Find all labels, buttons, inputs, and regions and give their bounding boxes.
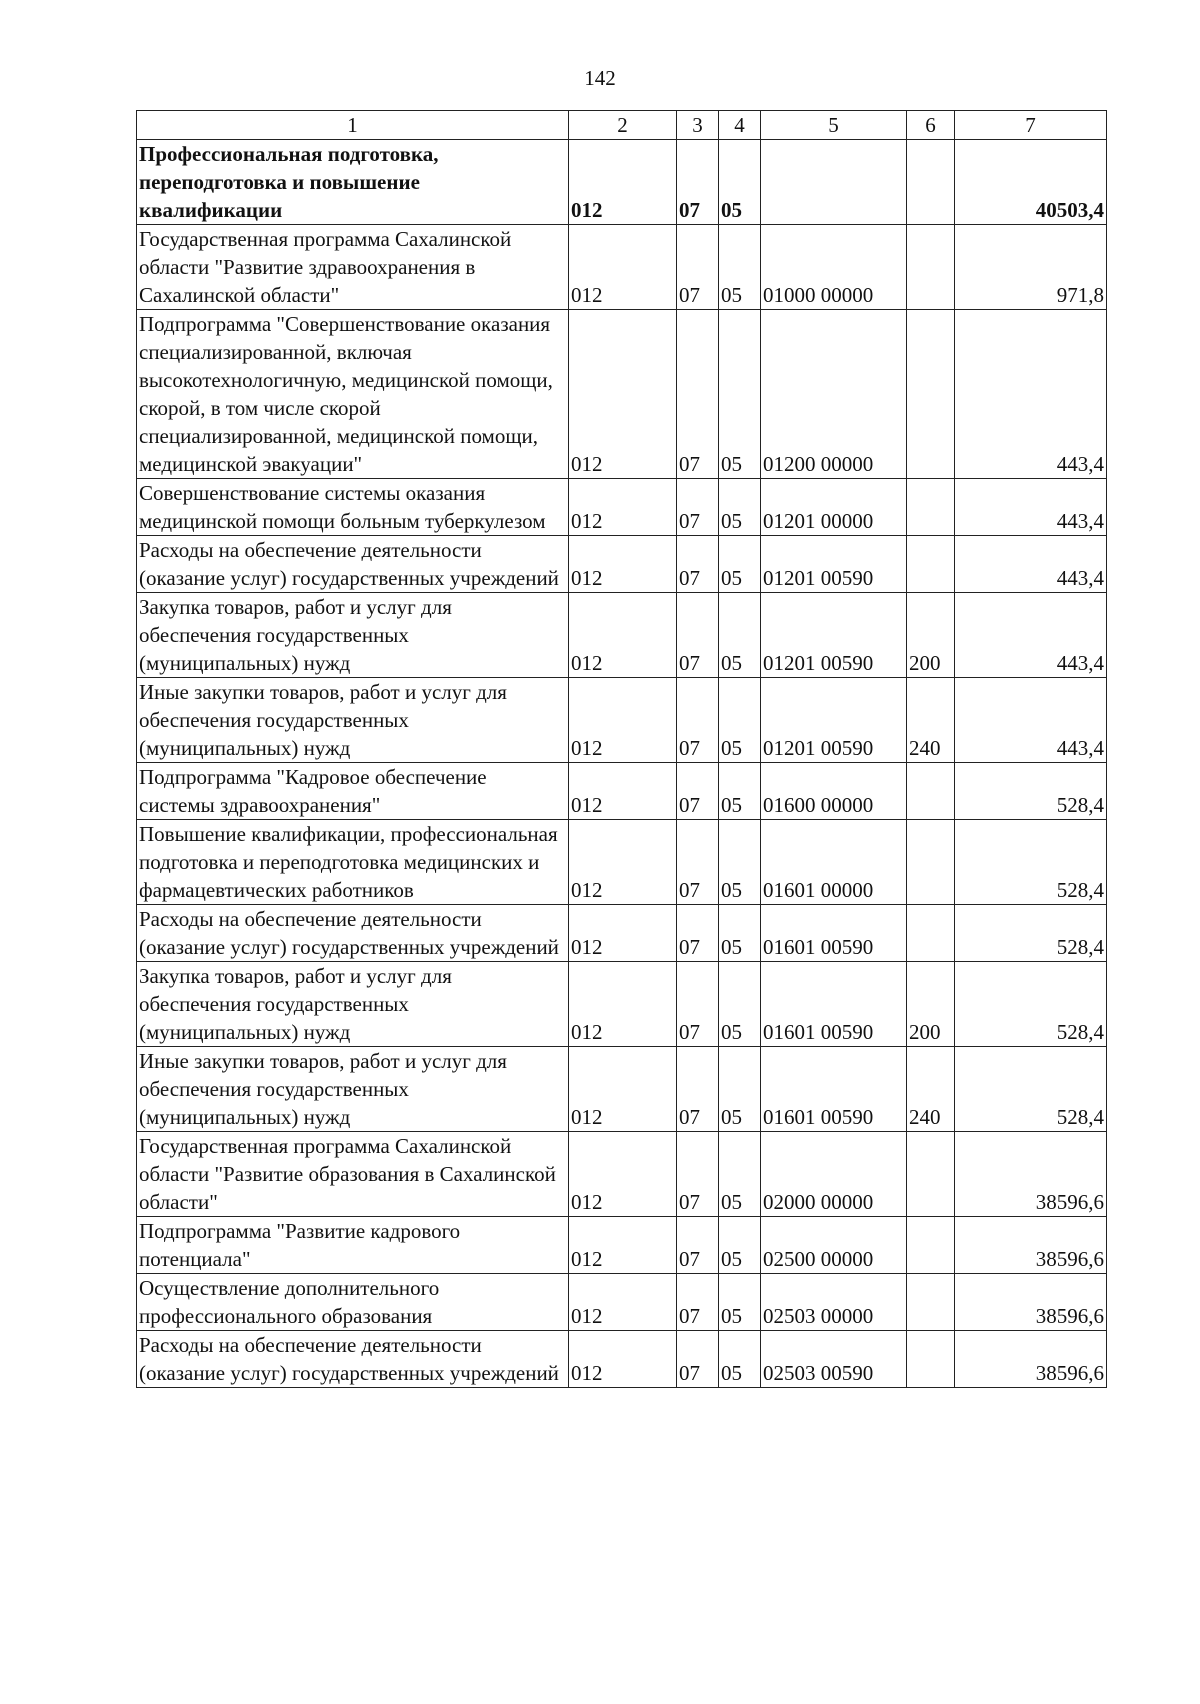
amount-cell: 443,4 [955, 593, 1107, 678]
expense-type-cell [907, 140, 955, 225]
amount-cell: 40503,4 [955, 140, 1107, 225]
column-header: 3 [677, 111, 719, 140]
ministry-code-cell: 012 [569, 225, 677, 310]
ministry-code-cell: 012 [569, 140, 677, 225]
section-code-cell: 07 [677, 763, 719, 820]
section-code-cell: 07 [677, 310, 719, 479]
subsection-code-cell: 05 [719, 820, 761, 905]
amount-cell: 38596,6 [955, 1217, 1107, 1274]
page-number: 142 [584, 66, 616, 90]
table-row [137, 1331, 1107, 1388]
section-code-cell: 07 [677, 1217, 719, 1274]
subsection-code-cell: 05 [719, 1132, 761, 1217]
subsection-code-cell: 05 [719, 225, 761, 310]
ministry-code-cell: 012 [569, 479, 677, 536]
target-article-cell: 02503 00590 [761, 1331, 907, 1388]
section-code-cell: 07 [677, 1274, 719, 1331]
table-row [137, 1132, 1107, 1217]
expense-type-cell [907, 310, 955, 479]
expense-type-cell [907, 479, 955, 536]
expense-type-cell [907, 1217, 955, 1274]
table-row [137, 678, 1107, 763]
row-name-cell: Закупка товаров, работ и услуг для обеспечения государственных (муниципальных) нужд [137, 962, 569, 1047]
target-article-cell: 01201 00590 [761, 593, 907, 678]
target-article-cell: 01201 00000 [761, 479, 907, 536]
subsection-code-cell: 05 [719, 1047, 761, 1132]
amount-cell: 528,4 [955, 820, 1107, 905]
ministry-code-cell: 012 [569, 763, 677, 820]
target-article-cell: 01200 00000 [761, 310, 907, 479]
target-article-cell: 01601 00590 [761, 905, 907, 962]
target-article-cell: 01601 00000 [761, 820, 907, 905]
target-article-cell [761, 140, 907, 225]
table-row [137, 140, 1107, 225]
ministry-code-cell: 012 [569, 593, 677, 678]
section-code-cell: 07 [677, 536, 719, 593]
table-row [137, 536, 1107, 593]
ministry-code-cell: 012 [569, 1274, 677, 1331]
ministry-code-cell: 012 [569, 678, 677, 763]
expense-type-cell [907, 905, 955, 962]
row-name-cell: Закупка товаров, работ и услуг для обеспечения государственных (муниципальных) нужд [137, 593, 569, 678]
subsection-code-cell: 05 [719, 479, 761, 536]
ministry-code-cell: 012 [569, 1047, 677, 1132]
row-name-cell: Государственная программа Сахалинской области "Развитие здравоохранения в Сахалинской области" [137, 225, 569, 310]
expense-type-cell: 200 [907, 962, 955, 1047]
amount-cell: 528,4 [955, 763, 1107, 820]
row-name-cell: Подпрограмма "Развитие кадрового потенциала" [137, 1217, 569, 1274]
row-name-cell: Подпрограмма "Кадровое обеспечение системы здравоохранения" [137, 763, 569, 820]
amount-cell: 528,4 [955, 962, 1107, 1047]
budget-table-body [137, 111, 1107, 1388]
expense-type-cell [907, 536, 955, 593]
target-article-cell: 02503 00000 [761, 1274, 907, 1331]
ministry-code-cell: 012 [569, 962, 677, 1047]
table-row [137, 1274, 1107, 1331]
section-code-cell: 07 [677, 962, 719, 1047]
amount-cell: 443,4 [955, 678, 1107, 763]
column-header: 2 [569, 111, 677, 140]
amount-cell: 38596,6 [955, 1274, 1107, 1331]
ministry-code-cell: 012 [569, 310, 677, 479]
amount-cell: 971,8 [955, 225, 1107, 310]
subsection-code-cell: 05 [719, 310, 761, 479]
row-name-cell: Профессиональная подготовка, переподготовка и повышение квалификации [137, 140, 569, 225]
target-article-cell: 01601 00590 [761, 1047, 907, 1132]
table-row [137, 1047, 1107, 1132]
expense-type-cell [907, 820, 955, 905]
expense-type-cell: 200 [907, 593, 955, 678]
subsection-code-cell: 05 [719, 593, 761, 678]
target-article-cell: 01201 00590 [761, 536, 907, 593]
ministry-code-cell: 012 [569, 536, 677, 593]
expense-type-cell [907, 225, 955, 310]
expense-type-cell [907, 1331, 955, 1388]
expense-type-cell [907, 1274, 955, 1331]
section-code-cell: 07 [677, 1047, 719, 1132]
expense-type-cell [907, 1132, 955, 1217]
column-header: 4 [719, 111, 761, 140]
section-code-cell: 07 [677, 1132, 719, 1217]
row-name-cell: Расходы на обеспечение деятельности (оказание услуг) государственных учреждений [137, 1331, 569, 1388]
table-row [137, 1217, 1107, 1274]
column-header: 1 [137, 111, 569, 140]
amount-cell: 38596,6 [955, 1331, 1107, 1388]
table-row [137, 962, 1107, 1047]
table-row [137, 905, 1107, 962]
column-header: 5 [761, 111, 907, 140]
row-name-cell: Осуществление дополнительного профессионального образования [137, 1274, 569, 1331]
target-article-cell: 01201 00590 [761, 678, 907, 763]
column-header: 6 [907, 111, 955, 140]
table-row [137, 820, 1107, 905]
amount-cell: 528,4 [955, 905, 1107, 962]
table-row [137, 763, 1107, 820]
section-code-cell: 07 [677, 140, 719, 225]
subsection-code-cell: 05 [719, 678, 761, 763]
table-row [137, 593, 1107, 678]
ministry-code-cell: 012 [569, 820, 677, 905]
amount-cell: 443,4 [955, 536, 1107, 593]
subsection-code-cell: 05 [719, 1217, 761, 1274]
ministry-code-cell: 012 [569, 905, 677, 962]
budget-table [136, 110, 1107, 1388]
row-name-cell: Расходы на обеспечение деятельности (оказание услуг) государственных учреждений [137, 905, 569, 962]
section-code-cell: 07 [677, 225, 719, 310]
expense-type-cell [907, 763, 955, 820]
column-number-row [137, 111, 1107, 140]
subsection-code-cell: 05 [719, 1331, 761, 1388]
target-article-cell: 01000 00000 [761, 225, 907, 310]
subsection-code-cell: 05 [719, 905, 761, 962]
row-name-cell: Повышение квалификации, профессиональная подготовка и переподготовка медицинских и фармацевтических работников [137, 820, 569, 905]
table-row [137, 479, 1107, 536]
row-name-cell: Совершенствование системы оказания медицинской помощи больным туберкулезом [137, 479, 569, 536]
ministry-code-cell: 012 [569, 1217, 677, 1274]
section-code-cell: 07 [677, 678, 719, 763]
amount-cell: 443,4 [955, 310, 1107, 479]
subsection-code-cell: 05 [719, 1274, 761, 1331]
row-name-cell: Иные закупки товаров, работ и услуг для обеспечения государственных (муниципальных) нужд [137, 678, 569, 763]
subsection-code-cell: 05 [719, 536, 761, 593]
subsection-code-cell: 05 [719, 140, 761, 225]
target-article-cell: 01600 00000 [761, 763, 907, 820]
expense-type-cell: 240 [907, 678, 955, 763]
target-article-cell: 02500 00000 [761, 1217, 907, 1274]
expense-type-cell: 240 [907, 1047, 955, 1132]
row-name-cell: Расходы на обеспечение деятельности (оказание услуг) государственных учреждений [137, 536, 569, 593]
row-name-cell: Подпрограмма "Совершенствование оказания специализированной, включая высокотехнологичную, медицинской помощи, скорой, в том числе скорой специализированной, медицинской помощи, медицинской эвакуации" [137, 310, 569, 479]
section-code-cell: 07 [677, 1331, 719, 1388]
column-header: 7 [955, 111, 1107, 140]
subsection-code-cell: 05 [719, 962, 761, 1047]
amount-cell: 528,4 [955, 1047, 1107, 1132]
section-code-cell: 07 [677, 593, 719, 678]
amount-cell: 38596,6 [955, 1132, 1107, 1217]
amount-cell: 443,4 [955, 479, 1107, 536]
table-row [137, 310, 1107, 479]
section-code-cell: 07 [677, 820, 719, 905]
subsection-code-cell: 05 [719, 763, 761, 820]
target-article-cell: 02000 00000 [761, 1132, 907, 1217]
ministry-code-cell: 012 [569, 1132, 677, 1217]
target-article-cell: 01601 00590 [761, 962, 907, 1047]
ministry-code-cell: 012 [569, 1331, 677, 1388]
row-name-cell: Государственная программа Сахалинской области "Развитие образования в Сахалинской области" [137, 1132, 569, 1217]
row-name-cell: Иные закупки товаров, работ и услуг для обеспечения государственных (муниципальных) нужд [137, 1047, 569, 1132]
table-row [137, 225, 1107, 310]
section-code-cell: 07 [677, 905, 719, 962]
section-code-cell: 07 [677, 479, 719, 536]
